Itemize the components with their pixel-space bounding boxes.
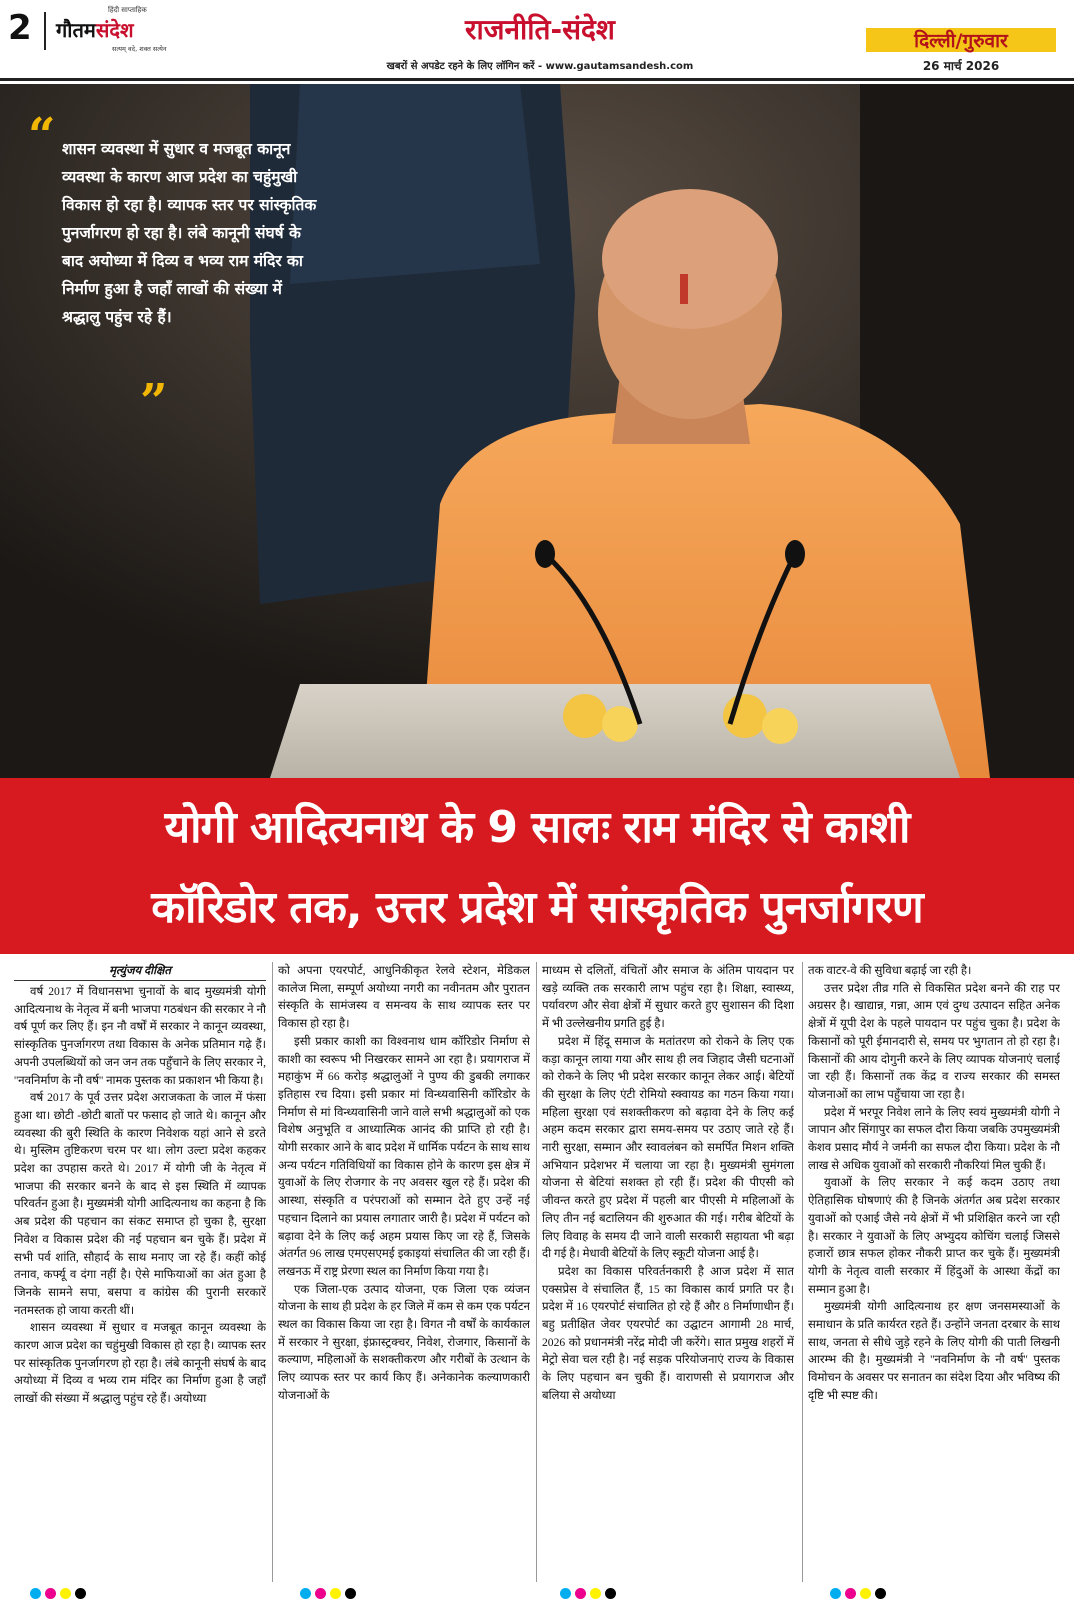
pull-quote-text: शासन व्यवस्था में सुधार व मजबूत कानून व्यवस्था के कारण आज प्रदेश का चहुंमुखी विकास हो रहा है। व्यापक स्तर पर सांस्कृतिक पुनर्जागरण हो रहा है। लंबे कानूनी संघर्ष के बाद अयोध्या में दिव्य व भव्य राम मंदिर का निर्माण हुआ है जहाँ लाखों की संख्या में श्रद्धालु पहुंच रहे हैं। — [62, 140, 317, 326]
paragraph: प्रदेश में भरपूर निवेश लाने के लिए स्वयं मुख्यमंत्री योगी ने जापान और सिंगापुर का सफल दौरा किया जबकि उपमुख्यमंत्री केशव प्रसाद मौर्य ने जर्मनी का सफल दौरा किया। प्रदेश के नौ लाख से अधिक युवाओं को सरकारी नौकरियां मिल चुकी हैं। — [808, 1105, 1060, 1172]
article-column-4 — [808, 962, 1060, 1582]
registration-dot — [860, 1588, 871, 1599]
registration-dot — [845, 1588, 856, 1599]
article-column-3 — [542, 962, 794, 1582]
byline: मृत्युंजय दीक्षित — [14, 962, 266, 981]
registration-dot — [605, 1588, 616, 1599]
registration-dot — [575, 1588, 586, 1599]
registration-dot — [315, 1588, 326, 1599]
registration-dot — [300, 1588, 311, 1599]
logo-wordmark — [56, 16, 134, 43]
paragraph: को अपना एयरपोर्ट, आधुनिकीकृत रेलवे स्टेशन, मेडिकल कालेज मिला, सम्पूर्ण अयोध्या नगरी का नवीनतम और पुरातन संस्कृति के सामंजस्य व समन्वय के साथ व्यापक स्तर पर विकास हो रहा है। — [278, 964, 530, 1031]
registration-dot — [60, 1588, 71, 1599]
paragraph: शासन व्यवस्था में सुधार व मजबूत कानून व्यवस्था के कारण आज प्रदेश का चहुंमुखी विकास हो रहा है। व्यापक स्तर पर सांस्कृतिक पुनर्जागरण हो रहा है। लंबे कानूनी संघर्ष के बाद अयोध्या में दिव्य व भव्य राम मंदिर का निर्माण हुआ है जहाँ लाखों की संख्या में श्रद्धालु पहुंच रहे हैं। अयोध्या — [14, 1321, 266, 1406]
paragraph: वर्ष 2017 में विधानसभा चुनावों के बाद मुख्यमंत्री योगी आदित्यनाथ के नेतृत्व में बनी भाजपा गठबंधन की सरकार ने नौ वर्ष पूर्ण कर लिए हैं। इन नौ वर्षों में सरकार ने कानून व्यवस्था, सांस्कृतिक पुनर्जागरण तथा विकास के अनेक प्रतिमान गढ़े हैं। अपनी उपलब्धियों को जन जन तक पहुँचाने के लिए सरकार ने, ''नवनिर्माण के नौ वर्ष'' नामक पुस्तक का प्रकाशन भी किया है। — [14, 985, 266, 1087]
registration-dot — [75, 1588, 86, 1599]
masthead-divider — [44, 12, 46, 50]
logo-small-text: हिंदी साप्ताहिक — [108, 6, 147, 14]
paragraph: प्रदेश में हिंदू समाज के मतांतरण को रोकने के लिए एक कड़ा कानून लाया गया और साथ ही लव जिहाद जैसी घटनाओं को रोकने के लिए भी प्रदेश सरकार कानून लेकर आई। बेटियों की सुरक्षा के लिए एंटी रोमियो स्क्वायड का गठन किया गया। महिला सुरक्षा एवं सशक्तीकरण को बढ़ावा देने के लिए कई अहम कदम सरकार द्वारा समय-समय पर उठाए जाते रहे हैं। नारी सुरक्षा, सम्मान और स्वावलंबन को समर्पित मिशन शक्ति अभियान प्रदेशभर में चलाया जा रहा है। मुख्यमंत्री सुमंगला योजना से बेटियां सशक्त हो रही हैं। प्रदेश की पीएसी को जीवन्त करते हुए प्रदेश में पहली बार पीएसी मे महिलाओं के लिए तीन नई बटालियन की शुरुआत की गई। गरीब बेटियों के लिए विवाह के समय दी जाने वाली सरकारी सहायता भी बढ़ा दी गई है। मेधावी बेटियों के लिए स्कूटी योजना आई है। — [542, 1034, 794, 1261]
paragraph: इसी प्रकार काशी का विश्वनाथ धाम कॉरिडोर निर्माण से काशी का स्वरूप भी निखरकर सामने आ रहा है। प्रयागराज में महाकुंभ में 66 करोड़ श्रद्धालुओं ने पुण्य की डुबकी लगाकर इतिहास रच दिया। इसी प्रकार मां विन्ध्यवासिनी कॉरिडोर के निर्माण से मां विन्ध्यवासिनी जाने वाले सभी श्रद्धालुओं को एक विशेष अनुभूति व आध्यात्मिक आनंद की प्राप्ति हो रही है। योगी सरकार आने के बाद प्रदेश में धार्मिक पर्यटन के साथ साथ अन्य पर्यटन गतिविधियों का विकास होने के कारण इस क्षेत्र में युवाओं के लिए रोजगार के नए अवसर खुल रहे हैं। प्रदेश की आस्था, संस्कृति व परंपराओं को सम्मान देते हुए उन्हें नई पहचान दिलाने का प्रयास लगातार जारी है। प्रदेश में पर्यटन को बढ़ावा देने के लिए कई अहम प्रयास किए जा रहे हैं, जिसके अंतर्गत 96 लाख एमएसएमई इकाइयां संचालित की जा रही हैं। लखनऊ में राष्ट्र प्रेरणा स्थल का निर्माण किया गया है। — [278, 1034, 530, 1278]
dateline-date: 26 मार्च 2026 — [922, 59, 1000, 73]
masthead — [0, 0, 1074, 82]
registration-dot — [330, 1588, 341, 1599]
column-rule — [272, 962, 273, 1582]
article-column-1 — [14, 962, 266, 1582]
page-number: 2 — [8, 8, 32, 48]
newspaper-logo[interactable] — [56, 6, 166, 54]
dateline-place-day: दिल्ली/गुरुवार — [914, 30, 1008, 52]
logo-black-part: गौतम — [56, 18, 96, 42]
quote-open-mark: “ — [28, 108, 56, 164]
quote-close-mark: ” — [140, 374, 168, 430]
headline-line-2: कॉरिडोर तक, उत्तर प्रदेश में सांस्कृतिक पुनर्जागरण — [151, 882, 923, 933]
logo-tagline: सत्यम् वदे, शक्त सत्येन — [112, 45, 167, 53]
registration-dot — [830, 1588, 841, 1599]
paragraph: वर्ष 2017 के पूर्व उत्तर प्रदेश अराजकता के जाल में फंसा हुआ था। छोटी -छोटी बातों पर फसाद हो जाते थे। कानून और व्यवस्था की बुरी स्थिति के कारण निवेशक यहां आने से डरते थे। मुस्लिम तुष्टिकरण चरम पर था। लोग उल्टा प्रदेश कहकर प्रदेश का उपहास करते थे। 2017 में योगी जी के नेतृत्व में भाजपा की सरकार बनने के बाद से इस स्थिति में व्यापक परिवर्तन हुआ है। मुख्यमंत्री योगी आदित्यनाथ का कहना है कि अब प्रदेश की पहचान का संकट समाप्त हो चुका है, सुरक्षा निवेश व विकास प्रदेश की नई पहचान बन चुके हैं। प्रदेश में सभी पर्व शांति, सौहार्द के साथ मनाए जा रहे हैं। कहीं कोई तनाव, कर्फ्यू व दंगा नहीं है। ऐसे माफियाओं का अंत हुआ है जिनके सामने सपा, बसपा व कांग्रेस की पुरानी सरकारें नतमस्तक हो जाया करती थीं। — [14, 1091, 266, 1317]
headline[interactable] — [14, 788, 1060, 948]
registration-dot — [560, 1588, 571, 1599]
column-rule — [536, 962, 537, 1582]
paragraph: मुख्यमंत्री योगी आदित्यनाथ हर क्षण जनसमस्याओं के समाधान के प्रति कार्यरत रहते हैं। उन्होंने जनता दरबार के साथ साथ, जनता से सीधे जुड़े रहने के लिए योगी की पाती लिखनी आरम्भ की है। मुख्यमंत्री ने ''नवनिर्माण के नौ वर्ष'' पुस्तक विमोचन के अवसर पर सनातन का संदेश दिया और भविष्य की दृष्टि भी स्पष्ट की। — [808, 1300, 1060, 1402]
headline-line-1: योगी आदित्यनाथ के 9 सालः राम मंदिर से काशी — [164, 802, 910, 853]
paragraph: तक वाटर-वे की सुविधा बढ़ाई जा रही है। — [808, 964, 972, 977]
registration-dot — [45, 1588, 56, 1599]
login-note[interactable]: खबरों से अपडेट रहने के लिए लॉगिन करें - www.gautamsandesh.com — [386, 61, 694, 72]
masthead-rule — [0, 78, 1074, 81]
column-rule — [802, 962, 803, 1582]
paragraph: एक जिला-एक उत्पाद योजना, एक जिला एक व्यंजन योजना के साथ ही प्रदेश के हर जिले में कम से कम एक पर्यटन स्थल का विकास किया जा रहा है। विगत नौ वर्षों के कार्यकाल में सरकार ने सुरक्षा, इंफ्रास्ट्रक्चर, निवेश, रोजगार, किसानों के कल्याण, महिलाओं के सशक्तीकरण और गरीबों के उत्थान के लिए व्यापक स्तर पर कार्य किए हैं। अनेकानेक कल्याणकारी योजनाओं के — [278, 1282, 530, 1402]
paragraph: युवाओं के लिए सरकार ने कई कदम उठाए तथा ऐतिहासिक घोषणाएं की है जिनके अंतर्गत अब प्रदेश सरकार युवाओं को एआई जैसे नये क्षेत्रों में भी प्रशिक्षित करने जा रही है। सरकार ने युवाओं के लिए अभ्युदय कोचिंग चलाई जिससे हजारों छात्र सफल होकर नौकरी प्राप्त कर चुके हैं। मुख्यमंत्री योगी के नेतृत्व वाली सरकार में हिंदुओं के आस्था केंद्रों का सम्मान हुआ है। — [808, 1176, 1060, 1296]
paragraph: माध्यम से दलितों, वंचितों और समाज के अंतिम पायदान पर खड़े व्यक्ति तक सरकारी लाभ पहुंच रहा है। शिक्षा, स्वास्थ्य, पर्यावरण और सेवा क्षेत्रों में सुधार करते हुए सुशासन की दिशा में भी उल्लेखनीय प्रगति हुई है। — [542, 964, 794, 1031]
registration-dot — [30, 1588, 41, 1599]
registration-dot — [875, 1588, 886, 1599]
section-title: राजनीति-संदेश — [465, 13, 615, 46]
paragraph: उत्तर प्रदेश तीव्र गति से विकसित प्रदेश बनने की राह पर अग्रसर है। खाद्यान्न, गन्ना, आम एवं दुग्ध उत्पादन सहित अनेक क्षेत्रों में यूपी देश के पहले पायदान पर पहुंच चुका है। प्रदेश के किसानों को पूरी ईमानदारी से, समय पर भुगतान तो हो रहा है। किसानों की आय दोगुनी करने के लिए व्यापक योजनाएं चलाई जा रही हैं। किसानों तक केंद्र व राज्य सरकार की समस्त योजनाओं का लाभ पहुँचाया जा रहा है। — [808, 981, 1060, 1101]
registration-dot — [345, 1588, 356, 1599]
article-column-2 — [278, 962, 530, 1582]
article-body — [14, 962, 1060, 1582]
registration-dot — [590, 1588, 601, 1599]
print-registration-marks — [0, 1586, 1074, 1600]
logo-red-part: संदेश — [95, 18, 134, 42]
paragraph: प्रदेश का विकास परिवर्तनकारी है आज प्रदेश में सात एक्सप्रेस वे संचालित हैं, 15 का विकास कार्य प्रगति पर है। प्रदेश में 16 एयरपोर्ट संचालित हो रहे हैं और 8 निर्माणाधीन हैं। बहु प्रतीक्षित जेवर एयरपोर्ट का उद्घाटन आगामी 28 मार्च, 2026 को प्रधानमंत्री नरेंद्र मोदी जी करेंगे। सात प्रमुख शहरों में मेट्रो सेवा चल रही है। नई सड़क परियोजनाएं राज्य के विकास के लिए पहचान बन चुकी हैं। वाराणसी से प्रयागराज और बलिया से अयोध्या — [542, 1264, 794, 1402]
